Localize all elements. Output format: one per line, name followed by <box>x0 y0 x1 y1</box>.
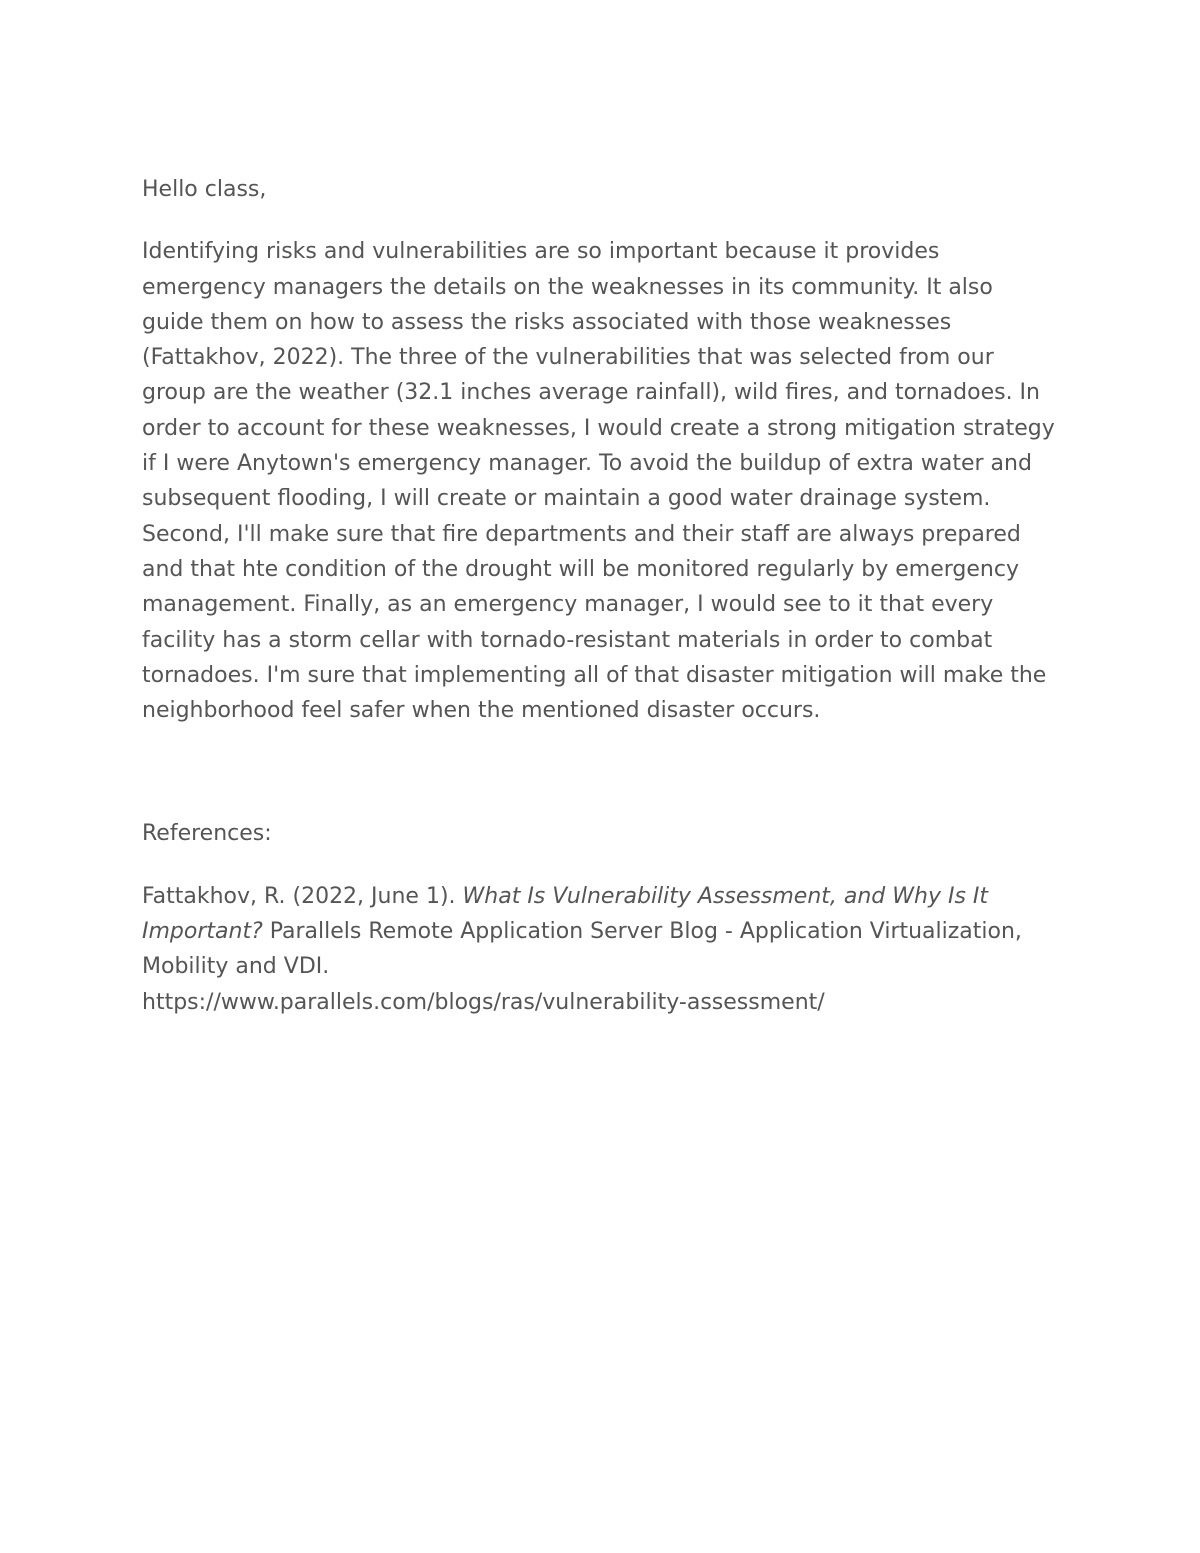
reference-url: https://www.parallels.com/blogs/ras/vulnerability-assessment/ <box>142 989 825 1015</box>
greeting-line: Hello class, <box>142 177 267 202</box>
body-paragraph: Identifying risks and vulnerabilities are so important because it provides emergency managers the details on the weaknesses in its community. It also guide them on how to assess the risks associated with those weaknesses (Fattakhov, 2022). The three of the vulnerabilities that was selected from our group are the weather (32.1 inches average rainfall), wild fires, and tornadoes. In order to account for these weaknesses, I would create a strong mitigation strategy if I were Anytown's emergency manager. To avoid the buildup of extra water and subsequent flooding, I will create or maintain a good water drainage system. Second, I'll make sure that fire departments and their staff are always prepared and that hte condition of the drought will be monitored regularly by emergency management. Finally, as an emergency manager, I would see to it that every facility has a storm cellar with tornado-resistant materials in order to combat tornadoes. I'm sure that implementing all of that disaster mitigation will make the neighborhood feel safer when the mentioned disaster occurs. <box>142 239 1055 724</box>
reference-author-date: Fattakhov, R. (2022, June 1). <box>142 883 463 909</box>
reference-title: What Is Vulnerability Assessment, and Why Is It Important? <box>142 883 989 945</box>
document-content <box>142 172 1058 1020</box>
reference-publisher: Parallels Remote Application Server Blog - Application Virtualization, Mobility and VDI. <box>142 919 1022 980</box>
references-heading: References: <box>142 821 272 847</box>
reference-entry <box>142 879 1058 1020</box>
